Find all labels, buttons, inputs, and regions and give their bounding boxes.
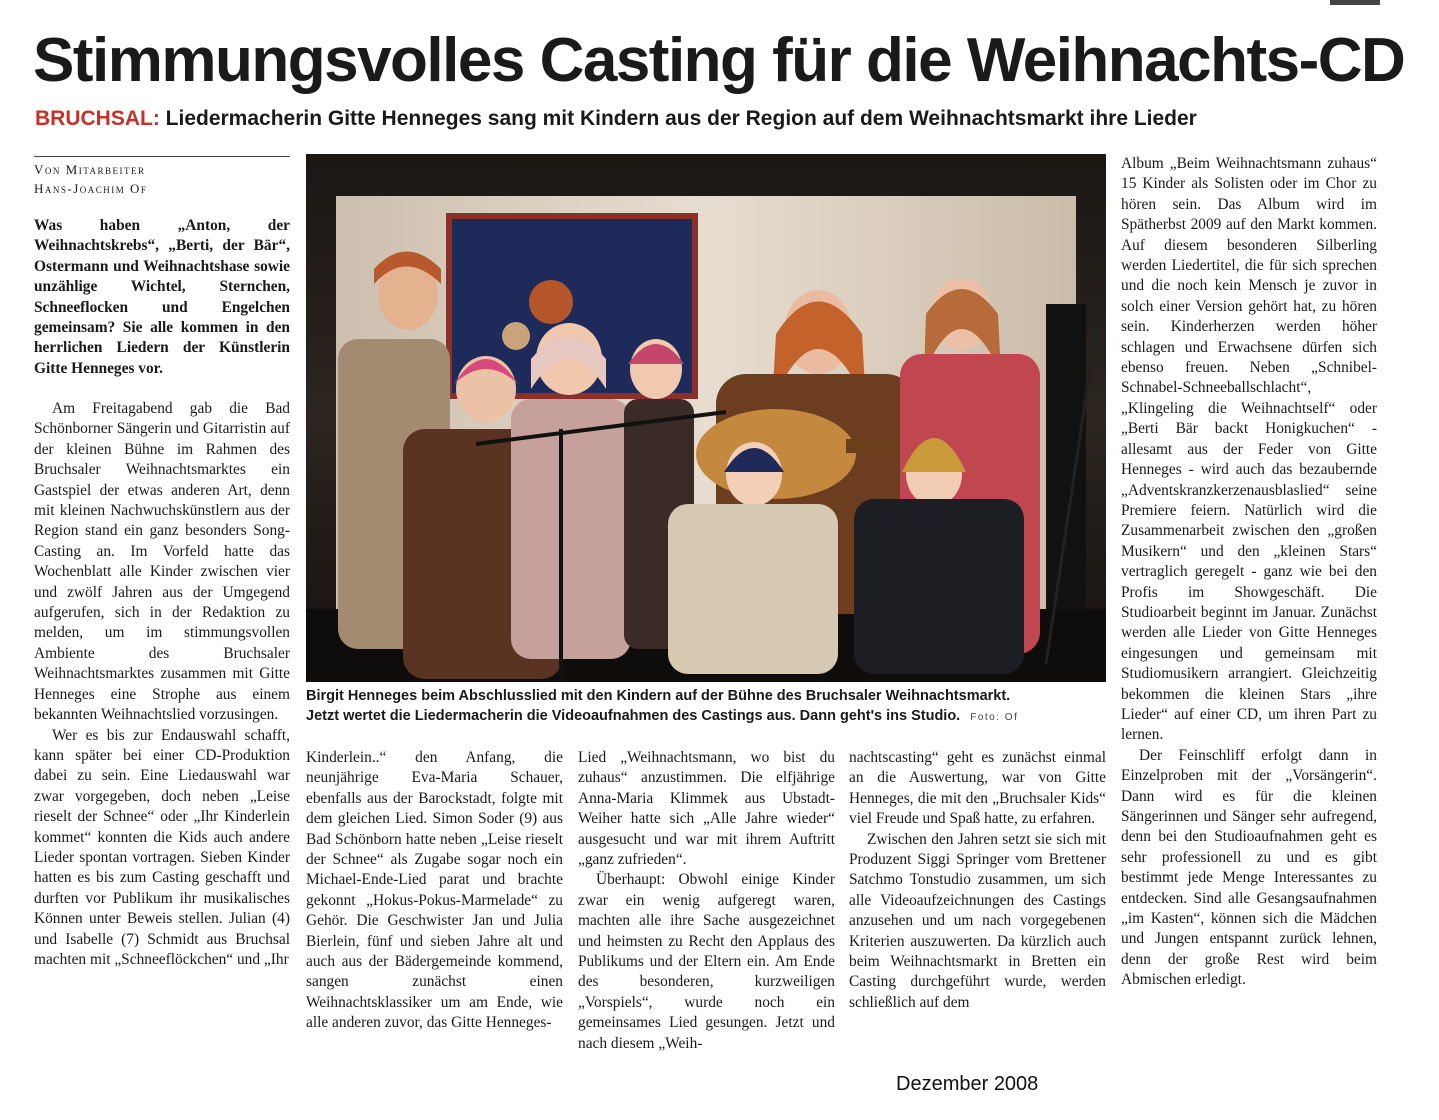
byline-line-2: Hans-Joachim Of (34, 181, 148, 196)
column-1 (34, 399, 290, 970)
lead-paragraph: Was haben „Anton, der Weihnachtskrebs“, „Berti, der Bär“, Ostermann und Weihnachtshase sowie unzählige Wichtel, Sternchen, Schneeflocken und Engelchen gemeinsam? Sie alle kommen in den herrlichen Liedern der Künstlerin Gitte Henneges vor. (34, 217, 290, 377)
subline-place: BRUCHSAL: (35, 107, 160, 130)
column-3-paragraph-2: Überhaupt: Obwohl einige Kinder zwar ein wenig aufgeregt waren, machten alle ihre Sache ausgezeichnet und heimsten zu Recht den Applaus des Publikums und der Eltern ein. Am Ende des besonderen, kurzweiligen „Vorspiels“, wurde noch ein gemeinsames Lied gesungen. Jetzt und nach diesem „Weih- (578, 871, 835, 1052)
byline-line-1: Von Mitarbeiter (34, 162, 146, 177)
photo-credit: Foto: Of (970, 712, 1019, 723)
column-4-paragraph-1: nachtscasting“ geht es zunächst einmal an die Auswertung, war von Gitte Henneges, die mit den „Bruchsaler Kids“ viel Freude und Spaß hatte, zu erfahren. (849, 749, 1106, 828)
column-1-paragraph-2: Wer es bis zur Endauswahl schafft, kann später bei einer CD-Produktion dabei zu sein. Eine Liedauswahl war zwar vorgegeben, doch neben „Leise rieselt der Schnee“ oder „Ihr Kinderlein kommet“ konnten die Kids auch andere Lieder spontan vortragen. Sieben Kinder hatten es bis zum Casting geschafft und durften vor Publikum ihr musikalisches Können unter Beweis stellen. Julian (4) und Isabelle (7) Schmidt aus Bruchsal machten mit „Schneeflöckchen“ und „Ihr (34, 726, 290, 968)
byline (34, 160, 290, 198)
stage-photo (306, 154, 1106, 682)
column-1-paragraph-1: Am Freitagabend gab die Bad Schönborner Sängerin und Gitarristin auf der kleinen Bühne im Rahmen des Bruchsaler Weihnachtsmarktes ein Gastspiel der etwas anderen Art, denn mit kleinen Nachwuchskünstlern aus der Region stand ein ganz besonders Song-Casting an. Im Vorfeld hatte das Wochenblatt alle Kinder zwischen vier und zwölf Jahren aus der Umgegend aufgerufen, sich in der Redaktion zu melden, um im stimmungsvollen Ambiente des Bruchsaler Weihnachtsmarktes zusammen mit Gitte Henneges eine Strophe aus einem bekannten Weihnachtslied vorzusingen. (34, 400, 290, 724)
caption-line-2-text: Jetzt wertet die Liedermacherin die Videoaufnahmen des Castings aus. Dann geht's ins Studio. (306, 708, 961, 724)
column-5 (1121, 154, 1377, 991)
column-4-paragraph-2: Zwischen den Jahren setzt sie sich mit Produzent Siggi Springer vom Brettener Satchmo Tonstudio zusammen, um sich alle Videoaufzeichnungen des Castings anzusehen und um nach vorgegebenen Kriterien auszuwerten. Da kürzlich auch beim Weihnachtsmarkt in Bretten ein Casting durchgeführt wurde, werden schließlich auf dem (849, 830, 1106, 1011)
headline: Stimmungsvolles Casting für die Weihnachts-CD (33, 26, 1405, 95)
column-3 (578, 748, 835, 1054)
photo-caption (306, 686, 1106, 728)
subline-text: Liedermacherin Gitte Henneges sang mit Kindern aus der Region auf dem Weihnachtsmarkt ihre Lieder (159, 107, 1197, 130)
caption-line-2 (306, 706, 1106, 728)
caption-line-1: Birgit Henneges beim Abschlusslied mit den Kindern auf der Bühne des Bruchsaler Weihnachtsmarkt. (306, 688, 1011, 704)
subline (35, 106, 1197, 132)
byline-rule (34, 156, 290, 157)
column-3-paragraph-1: Lied „Weihnachtsmann, wo bist du zuhaus“ anzustimmen. Die elfjährige Anna-Maria Klimmek aus Ubstadt-Weiher hatte sich „Alle Jahre wieder“ ausgesucht und war mit ihrem Auftritt „ganz zufrieden“. (578, 749, 835, 869)
column-2 (306, 748, 563, 1034)
column-5-paragraph-1: Album „Beim Weihnachtsmann zuhaus“ 15 Kinder als Solisten oder im Chor zu hören sein. Das Album wird im Spätherbst 2009 auf den Markt kommen. Auf diesem besonderen Silberling werden Liedertitel, die für sich sprechen und die noch kein Mensch je zuvor in solch einer Version gehört hat, zu hören sein. Kinderherzen werden höher schlagen und Erwachsene dürfen sich ebenso freuen. Neben „Schnibel-Schnabel-Schneeballschlacht“, „Klingeling die Weihnachtself“ oder „Berti Bär backt Honigkuchen“ - allesamt aus der Feder von Gitte Henneges - wird auch das bezaubernde „Adventskranzkerzenausblaslied“ seine Premiere feiern. Natürlich wird die Zusammenarbeit zwischen den „großen Musikern“ und den „kleinen Stars“ vertraglich geregelt - ganz wie bei den Profis im Showgeschäft. Die Studioarbeit beginnt im Januar. Zunächst werden alle Lieder von Gitte Henneges eingesungen und gemeinsam mit Studiomusikern arrangiert. Gleichzeitig bekommen die kleinen Stars „ihre Lieder“ auf einer CD, um ihren Part zu lernen. (1121, 155, 1377, 744)
page-corner-mark (1330, 0, 1380, 5)
date-footer: Dezember 2008 (896, 1073, 1039, 1095)
column-4 (849, 748, 1106, 1013)
column-2-paragraph-1: Kinderlein..“ den Anfang, die neunjährige Eva-Maria Schauer, ebenfalls aus der Barockstadt, folgte mit dem gleichen Lied. Simon Soder (9) aus Bad Schönborn hatte neben „Leise rieselt der Schnee“ als Zugabe sogar noch ein Michael-Ende-Lied parat und brachte gekonnt „Hokus-Pokus-Marmelade“ zu Gehör. Die Geschwister Jan und Julia Bierlein, fünf und sieben Jahre alt und auch aus der Bädergemeinde kommend, sangen zunächst einen Weihnachtsklassiker um am Ende, wie alle anderen zuvor, das Gitte Henneges- (306, 749, 563, 1032)
column-5-paragraph-2: Der Feinschliff erfolgt dann in Einzelproben mit der „Vorsängerin“. Dann wird es für die kleinen Sängerinnen und Sänger sehr aufregend, denn bei den Studioaufnahmen geht es sehr professionell zu und es gibt bestimmt jede Menge Interessantes zu entdecken. Sind alle Gesangsaufnahmen „im Kasten“, können sich die Mädchen und Jungen entspannt zurück lehnen, denn der große Rest wird beim Abmischen erledigt. (1121, 746, 1377, 989)
